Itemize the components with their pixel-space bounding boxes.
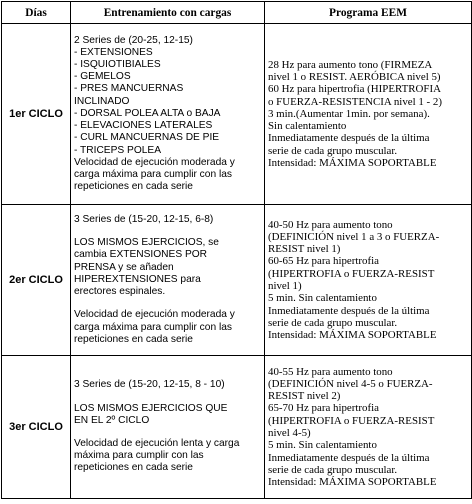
training-line: repeticiones en cada serie bbox=[74, 181, 193, 193]
training-line: EN EL 2º CICLO bbox=[74, 414, 150, 426]
cycle-label: 3er CICLO bbox=[2, 356, 71, 499]
program-cell bbox=[265, 356, 472, 499]
program-line: 5 min. Sin calentamiento bbox=[268, 292, 377, 305]
program-text bbox=[268, 59, 468, 170]
program-line: (DEFINICIÓN nivel 1 a 3 o FUERZA- bbox=[268, 230, 440, 243]
training-paragraph bbox=[74, 237, 261, 298]
training-cell bbox=[71, 24, 265, 205]
program-line: 60 Hz para hipertrofia (HIPERTROFIA bbox=[268, 83, 441, 96]
program-line: Inmediatamente después de la última bbox=[268, 451, 430, 464]
training-cell bbox=[71, 205, 265, 356]
program-line: 60-65 Hz para hipertrofia bbox=[268, 255, 379, 268]
program-cell bbox=[265, 24, 472, 205]
document-sheet bbox=[1, 1, 471, 503]
training-paragraph bbox=[74, 438, 261, 475]
program-line: nivel 4-5) bbox=[268, 427, 311, 439]
training-line: máxima para cumplir con las bbox=[74, 450, 204, 462]
training-line: carga máxima para cumplir con las bbox=[74, 168, 232, 180]
program-line: 65-70 Hz para hipertrofia bbox=[268, 402, 379, 415]
program-line: (HIPERTROFIA o FUERZA-RESIST bbox=[268, 414, 435, 427]
training-line: - DORSAL POLEA ALTA o BAJA bbox=[74, 107, 221, 119]
program-line: Sin calentamiento bbox=[268, 120, 347, 133]
training-line: - EXTENSIONES bbox=[74, 46, 153, 58]
training-line: - PRES MANCUERNAS bbox=[74, 83, 184, 95]
training-line: LOS MISMOS EJERCICIOS QUE bbox=[74, 402, 228, 414]
training-line: erectores espinales. bbox=[74, 286, 166, 298]
header-days: Días bbox=[2, 2, 71, 24]
cycle-label: 2er CICLO bbox=[2, 205, 71, 356]
training-line: Velocidad de ejecución moderada y bbox=[74, 156, 235, 168]
cycle-label: 1er CICLO bbox=[2, 24, 71, 205]
training-line: - CURL MANCUERNAS DE PIE bbox=[74, 132, 220, 144]
program-line: nivel 1 o RESIST. AERÓBICA nivel 5) bbox=[268, 70, 441, 83]
program-line: RESIST nivel 2) bbox=[268, 390, 341, 403]
training-table bbox=[1, 1, 472, 499]
training-line: - TRICEPS POLEA bbox=[74, 144, 161, 156]
training-paragraph bbox=[74, 379, 261, 391]
training-cell bbox=[71, 356, 265, 499]
program-text bbox=[268, 219, 468, 342]
training-line: repeticiones en cada serie bbox=[74, 462, 193, 474]
program-line: serie de cada grupo muscular. bbox=[268, 316, 398, 329]
training-line: 2 Series de (20-25, 12-15) bbox=[74, 34, 193, 46]
training-line: Velocidad de ejecución lenta y carga bbox=[74, 438, 240, 449]
header-row bbox=[2, 2, 472, 24]
header-program: Programa EEM bbox=[265, 2, 472, 24]
program-line: o FUERZA-RESISTENCIA nivel 1 - 2) bbox=[268, 95, 442, 108]
program-line: Intensidad: MÁXIMA SOPORTABLE bbox=[268, 329, 437, 342]
program-line: serie de cada grupo muscular. bbox=[268, 144, 398, 157]
program-text bbox=[268, 366, 468, 489]
program-line: (HIPERTROFIA o FUERZA-RESIST bbox=[268, 267, 435, 280]
training-paragraph bbox=[74, 403, 261, 427]
training-line: HIPEREXTENSIONES para bbox=[74, 273, 201, 285]
program-line: serie de cada grupo muscular. bbox=[268, 463, 398, 476]
training-line: 3 Series de (15-20, 12-15, 8 - 10) bbox=[74, 379, 225, 391]
training-paragraph bbox=[74, 309, 261, 346]
training-line: 3 Series de (15-20, 12-15, 6-8) bbox=[74, 214, 214, 226]
program-line: 40-50 Hz para aumento tono bbox=[268, 218, 393, 231]
training-line: - GEMELOS bbox=[74, 71, 131, 83]
header-training: Entrenamiento con cargas bbox=[71, 2, 265, 24]
program-line: (DEFINICIÓN nivel 4-5 o FUERZA- bbox=[268, 377, 433, 390]
training-line: Velocidad de ejecución moderada y bbox=[74, 309, 235, 321]
training-line: LOS MISMOS EJERCICIOS, se bbox=[74, 237, 219, 249]
program-line: 40-55 Hz para aumento tono bbox=[268, 365, 393, 378]
training-line: repeticiones en cada serie bbox=[74, 333, 193, 345]
training-line: cambia EXTENSIONES POR bbox=[74, 249, 208, 261]
program-line: Intensidad: MÁXIMA SOPORTABLE bbox=[268, 476, 437, 489]
program-line: 3 min.(Aumentar 1min. por semana). bbox=[268, 107, 430, 120]
program-line: Intensidad: MÁXIMA SOPORTABLE bbox=[268, 157, 437, 170]
program-line: Inmediatamente después de la última bbox=[268, 132, 430, 145]
program-line: RESIST nivel 1) bbox=[268, 243, 341, 256]
program-cell bbox=[265, 205, 472, 356]
table-row bbox=[2, 205, 472, 356]
training-line: carga máxima para cumplir con las bbox=[74, 321, 232, 333]
table-row bbox=[2, 356, 472, 499]
training-line: INCLINADO bbox=[74, 95, 130, 107]
program-line: 28 Hz para aumento tono (FIRMEZA bbox=[268, 58, 433, 71]
training-list bbox=[74, 35, 261, 194]
training-paragraph bbox=[74, 214, 261, 226]
training-line: - ISQUIOTIBIALES bbox=[74, 59, 161, 71]
training-line: PRENSA y se añaden bbox=[74, 261, 174, 273]
program-line: nivel 1) bbox=[268, 280, 302, 292]
program-line: 5 min. Sin calentamiento bbox=[268, 439, 377, 452]
table-row bbox=[2, 24, 472, 205]
training-line: - ELEVACIONES LATERALES bbox=[74, 120, 213, 132]
program-line: Inmediatamente después de la última bbox=[268, 304, 430, 317]
